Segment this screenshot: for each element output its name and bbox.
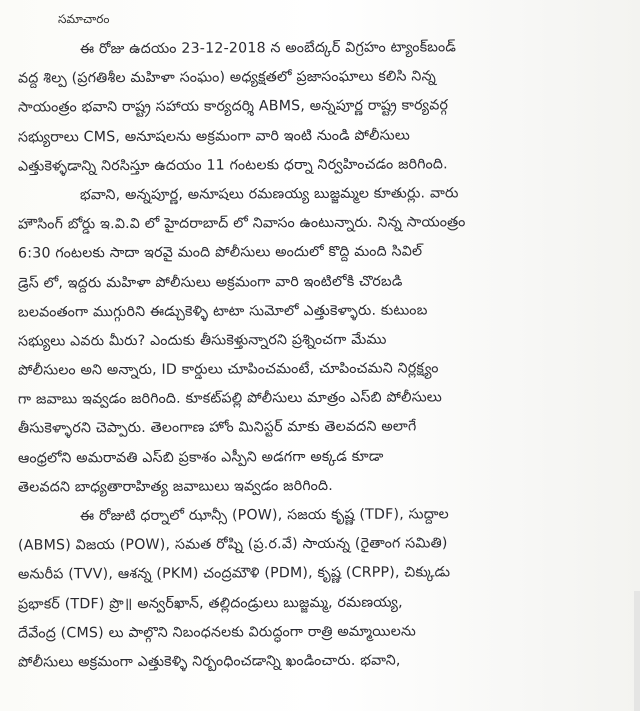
handwritten-line: హౌసింగ్ బోర్డు ఇ.వి.వి లో హైదరాబాద్ లో నివాసం ఉంటున్నారు. నిన్న సాయంత్రం [17, 214, 466, 233]
handwritten-line: ప్రభాకర్ (TDF) ప్రొ॥ అన్వర్‌ఖాన్, తల్లిదండ్రులు బుజ్జమ్మ, రమణయ్య, [17, 594, 403, 613]
handwritten-line: సభ్యురాలు CMS, అనూషలను అక్రమంగా వారి ఇంటి నుండి పోలీసులు [17, 127, 411, 146]
handwritten-line: డ్రెస్ లో, ఇద్దరు మహిళా పోలీసులు అక్రమంగా వారి ఇంటిలోకి చొరబడి [17, 273, 403, 292]
document-body [18, 34, 628, 676]
handwritten-line: సాయంత్రం భవాని రాష్ట్ర సహాయ కార్యదర్శి ABMS, అన్నపూర్ణ రాష్ట్ర కార్యవర్గ [17, 97, 449, 116]
handwritten-line: భవాని, అన్నపూర్ణ, అనూషలు రమణయ్య బుజ్జమ్మల కూతుర్లు. వారు [79, 185, 459, 204]
handwritten-line: తీసుకెళ్ళారని చెప్పారు. తెలంగాణ హోం మినిస్టర్ మాకు తెలవదని అలాగే [17, 418, 417, 438]
document-heading: సమాచారం [58, 12, 110, 26]
handwritten-line: తెలవదని బాధ్యతారాహిత్య జవాబులు ఇవ్వడం జరిగింది. [17, 477, 333, 496]
handwritten-line: బలవంతంగా ముగ్గురిని ఈడ్చుకెళ్ళి టాటా సుమోలో ఎత్తుకెళ్ళారు. కుటుంబ [17, 302, 428, 321]
handwritten-line: ఈ రోజుటి ధర్నాలో ఝాన్సీ (POW), సజయ కృష్ణ (TDF), సుద్దాల [79, 506, 449, 525]
paper-edge-shadow [634, 591, 640, 711]
handwritten-line: ఆంధ్రలోని అమరావతి ఎస్‌బి ప్రకాశం ఎస్పీని అడగగా అక్కడ కూడా [17, 448, 384, 467]
handwritten-line: సభ్యులు ఎవరు మీరు? ఎందుకు తీసుకెళ్తున్నారని ప్రశ్నించగా మేము [17, 331, 387, 350]
handwritten-line: (ABMS) విజయ (POW), సమత రోష్ని (ప్ర.ర.వే) సాయన్న (రైతాంగ సమితి) [17, 535, 448, 554]
handwritten-line: పోలీసులు అక్రమంగా ఎత్తుకెళ్ళి నిర్బంధించడాన్ని ఖండించారు. భవాని, [17, 652, 401, 671]
handwritten-line: అనురీప (TVV), ఆశన్న (PKM) చంద్రమౌళి (PDM), కృష్ణ (CRPP), చిక్కుడు [17, 564, 451, 583]
handwritten-line: ఈ రోజు ఉదయం 23-12-2018 న అంబేద్కర్ విగ్రహం ట్యాంక్‌బండ్ [79, 39, 457, 58]
handwritten-line: 6:30 గంటలకు సాదా ఇరవై మంది పోలీసులు అందులో కొద్ది మంది సివిల్ [17, 243, 423, 262]
handwritten-line: ఎత్తుకెళ్ళడాన్ని నిరసిస్తూ ఉదయం 11 గంటలకు ధర్నా నిర్వహించడం జరిగింది. [17, 156, 448, 175]
handwritten-line: గా జవాబు ఇవ్వడం జరిగింది. కూకట్‌పల్లి పోలీసులు మాత్రం ఎస్‌బి పోలీసులు [17, 389, 443, 408]
handwritten-line: దేవేంద్ర (CMS) లు పాల్గొని నిబంధనలకు విరుద్ధంగా రాత్రి అమ్మాయిలను [17, 623, 417, 642]
handwritten-line: పోలీసులం అని అన్నారు, ID కార్డులు చూపించమంటే, చూపించమని నిర్లక్ష్యం [17, 360, 439, 379]
handwritten-line: వద్ద శిల్ప (ప్రగతిశీల మహిళా సంఘం) అధ్యక్షతలో ప్రజాసంఘాలు కలిసి నిన్న [17, 68, 436, 87]
